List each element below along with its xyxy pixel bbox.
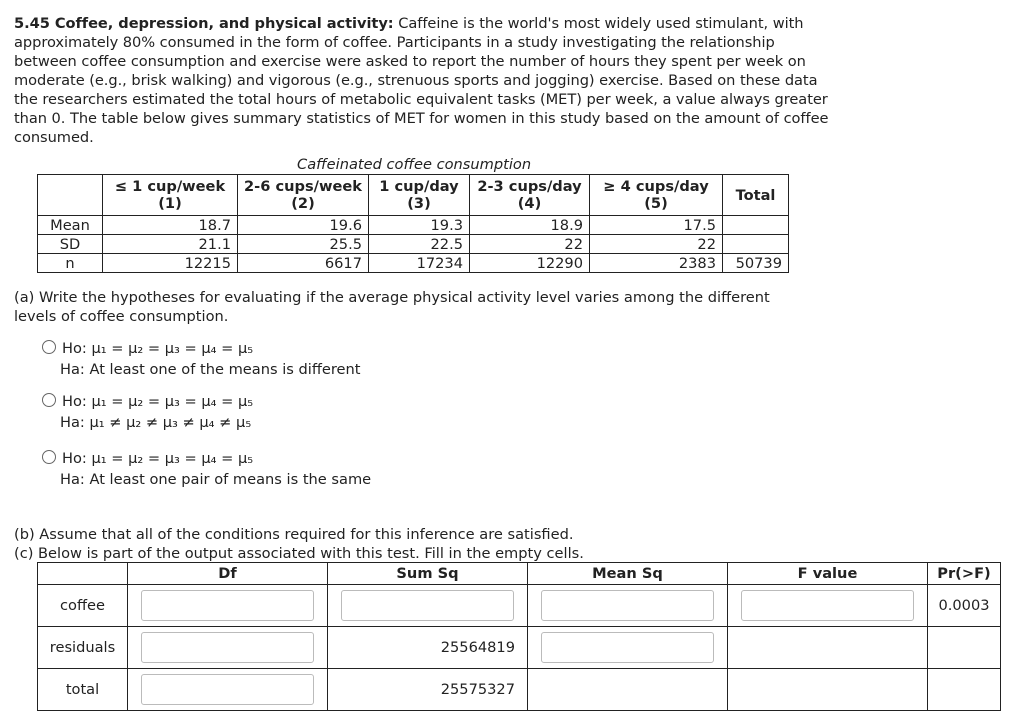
- col-header-3: 1 cup/day (3): [369, 175, 470, 216]
- cell: 19.6: [238, 216, 369, 235]
- parts-b-c: [14, 525, 584, 563]
- cell: 22: [470, 235, 590, 254]
- coffee-f-value-input[interactable]: [741, 590, 914, 621]
- problem-body: Caffeine is the world's most widely used stimulant, with approximately 80% consumed in the form of coffee. Participants in a study investigating the relationship between coffee consumption and exercise were asked to report the number of hours they spent per week on moderate (e.g., brisk walking) and vigorous (e.g., strenuous sports and jogging) exercise. Based on these data the researchers estimated the total hours of metabolic equivalent tasks (MET) per week, a value always greater than 0. The table below gives summary statistics of MET for women in this study based on the amount of coffee consumed.: [14, 15, 829, 146]
- cell: 6617: [238, 254, 369, 273]
- col-header-5: ≥ 4 cups/day (5): [590, 175, 723, 216]
- anova-table: [37, 562, 1001, 711]
- cell-total: [723, 216, 789, 235]
- hypothesis-option-3[interactable]: [42, 448, 371, 490]
- cell-f-value: [728, 585, 928, 627]
- cell-pr: [928, 669, 1001, 711]
- cell: 22.5: [369, 235, 470, 254]
- header-sum-sq: Sum Sq: [328, 563, 528, 585]
- summary-statistics-table: [37, 174, 789, 273]
- cell: 18.7: [103, 216, 238, 235]
- cell-df: [128, 585, 328, 627]
- cell: 19.3: [369, 216, 470, 235]
- radio-button[interactable]: [42, 340, 56, 354]
- table-caption: Caffeinated coffee consumption: [297, 156, 532, 173]
- cell: 2383: [590, 254, 723, 273]
- coffee-sum-sq-input[interactable]: [341, 590, 514, 621]
- cell-df: [128, 627, 328, 669]
- cell-sum-sq: [328, 585, 528, 627]
- cell-mean-sq: [528, 585, 728, 627]
- col-header-total: Total: [723, 175, 789, 216]
- option-ho: Ho: μ₁ = μ₂ = μ₃ = μ₄ = μ₅: [62, 393, 254, 410]
- cell-f-value: [728, 627, 928, 669]
- cell: 12215: [103, 254, 238, 273]
- corner-cell: [38, 175, 103, 216]
- part-b-text: (b) Assume that all of the conditions required for this inference are satisfied.: [14, 526, 574, 543]
- problem-statement: [14, 14, 834, 147]
- hypothesis-option-1[interactable]: [42, 338, 361, 380]
- cell-mean-sq: [528, 669, 728, 711]
- cell-total: [723, 235, 789, 254]
- row-label: n: [38, 254, 103, 273]
- row-label: SD: [38, 235, 103, 254]
- part-a-question: (a) Write the hypotheses for evaluating if the average physical activity level varies among the different levels of coffee consumption.: [14, 289, 770, 325]
- anova-row-residuals: [38, 627, 1001, 669]
- row-label: coffee: [38, 585, 128, 627]
- col-header-2: 2-6 cups/week (2): [238, 175, 369, 216]
- cell: 25.5: [238, 235, 369, 254]
- problem-title: 5.45 Coffee, depression, and physical activity:: [14, 15, 394, 32]
- cell: 12290: [470, 254, 590, 273]
- residuals-mean-sq-input[interactable]: [541, 632, 714, 663]
- cell: 22: [590, 235, 723, 254]
- table-row-n: [38, 254, 789, 273]
- residuals-df-input[interactable]: [141, 632, 314, 663]
- hypothesis-option-2[interactable]: [42, 391, 253, 433]
- anova-corner: [38, 563, 128, 585]
- option-ho: Ho: μ₁ = μ₂ = μ₃ = μ₄ = μ₅: [62, 450, 254, 467]
- radio-button[interactable]: [42, 450, 56, 464]
- total-df-input[interactable]: [141, 674, 314, 705]
- option-ha: Ha: At least one pair of means is the same: [60, 471, 372, 488]
- coffee-df-input[interactable]: [141, 590, 314, 621]
- cell-sum-sq: 25564819: [328, 627, 528, 669]
- table-row-mean: [38, 216, 789, 235]
- coffee-mean-sq-input[interactable]: [541, 590, 714, 621]
- row-label: Mean: [38, 216, 103, 235]
- cell-sum-sq: 25575327: [328, 669, 528, 711]
- cell: 21.1: [103, 235, 238, 254]
- header-mean-sq: Mean Sq: [528, 563, 728, 585]
- option-ho: Ho: μ₁ = μ₂ = μ₃ = μ₄ = μ₅: [62, 340, 254, 357]
- row-label: total: [38, 669, 128, 711]
- cell-total: 50739: [723, 254, 789, 273]
- anova-row-coffee: [38, 585, 1001, 627]
- anova-row-total: [38, 669, 1001, 711]
- table-row-sd: [38, 235, 789, 254]
- cell: 17.5: [590, 216, 723, 235]
- cell-pr: 0.0003: [928, 585, 1001, 627]
- cell-f-value: [728, 669, 928, 711]
- option-ha: Ha: At least one of the means is different: [60, 361, 361, 378]
- part-c-text: (c) Below is part of the output associated with this test. Fill in the empty cells.: [14, 545, 584, 562]
- cell-pr: [928, 627, 1001, 669]
- header-df: Df: [128, 563, 328, 585]
- col-header-1: ≤ 1 cup/week (1): [103, 175, 238, 216]
- option-ha: Ha: μ₁ ≠ μ₂ ≠ μ₃ ≠ μ₄ ≠ μ₅: [60, 414, 252, 431]
- radio-button[interactable]: [42, 393, 56, 407]
- cell: 18.9: [470, 216, 590, 235]
- cell-mean-sq: [528, 627, 728, 669]
- header-pr: Pr(>F): [928, 563, 1001, 585]
- row-label: residuals: [38, 627, 128, 669]
- cell: 17234: [369, 254, 470, 273]
- header-f-value: F value: [728, 563, 928, 585]
- cell-df: [128, 669, 328, 711]
- col-header-4: 2-3 cups/day (4): [470, 175, 590, 216]
